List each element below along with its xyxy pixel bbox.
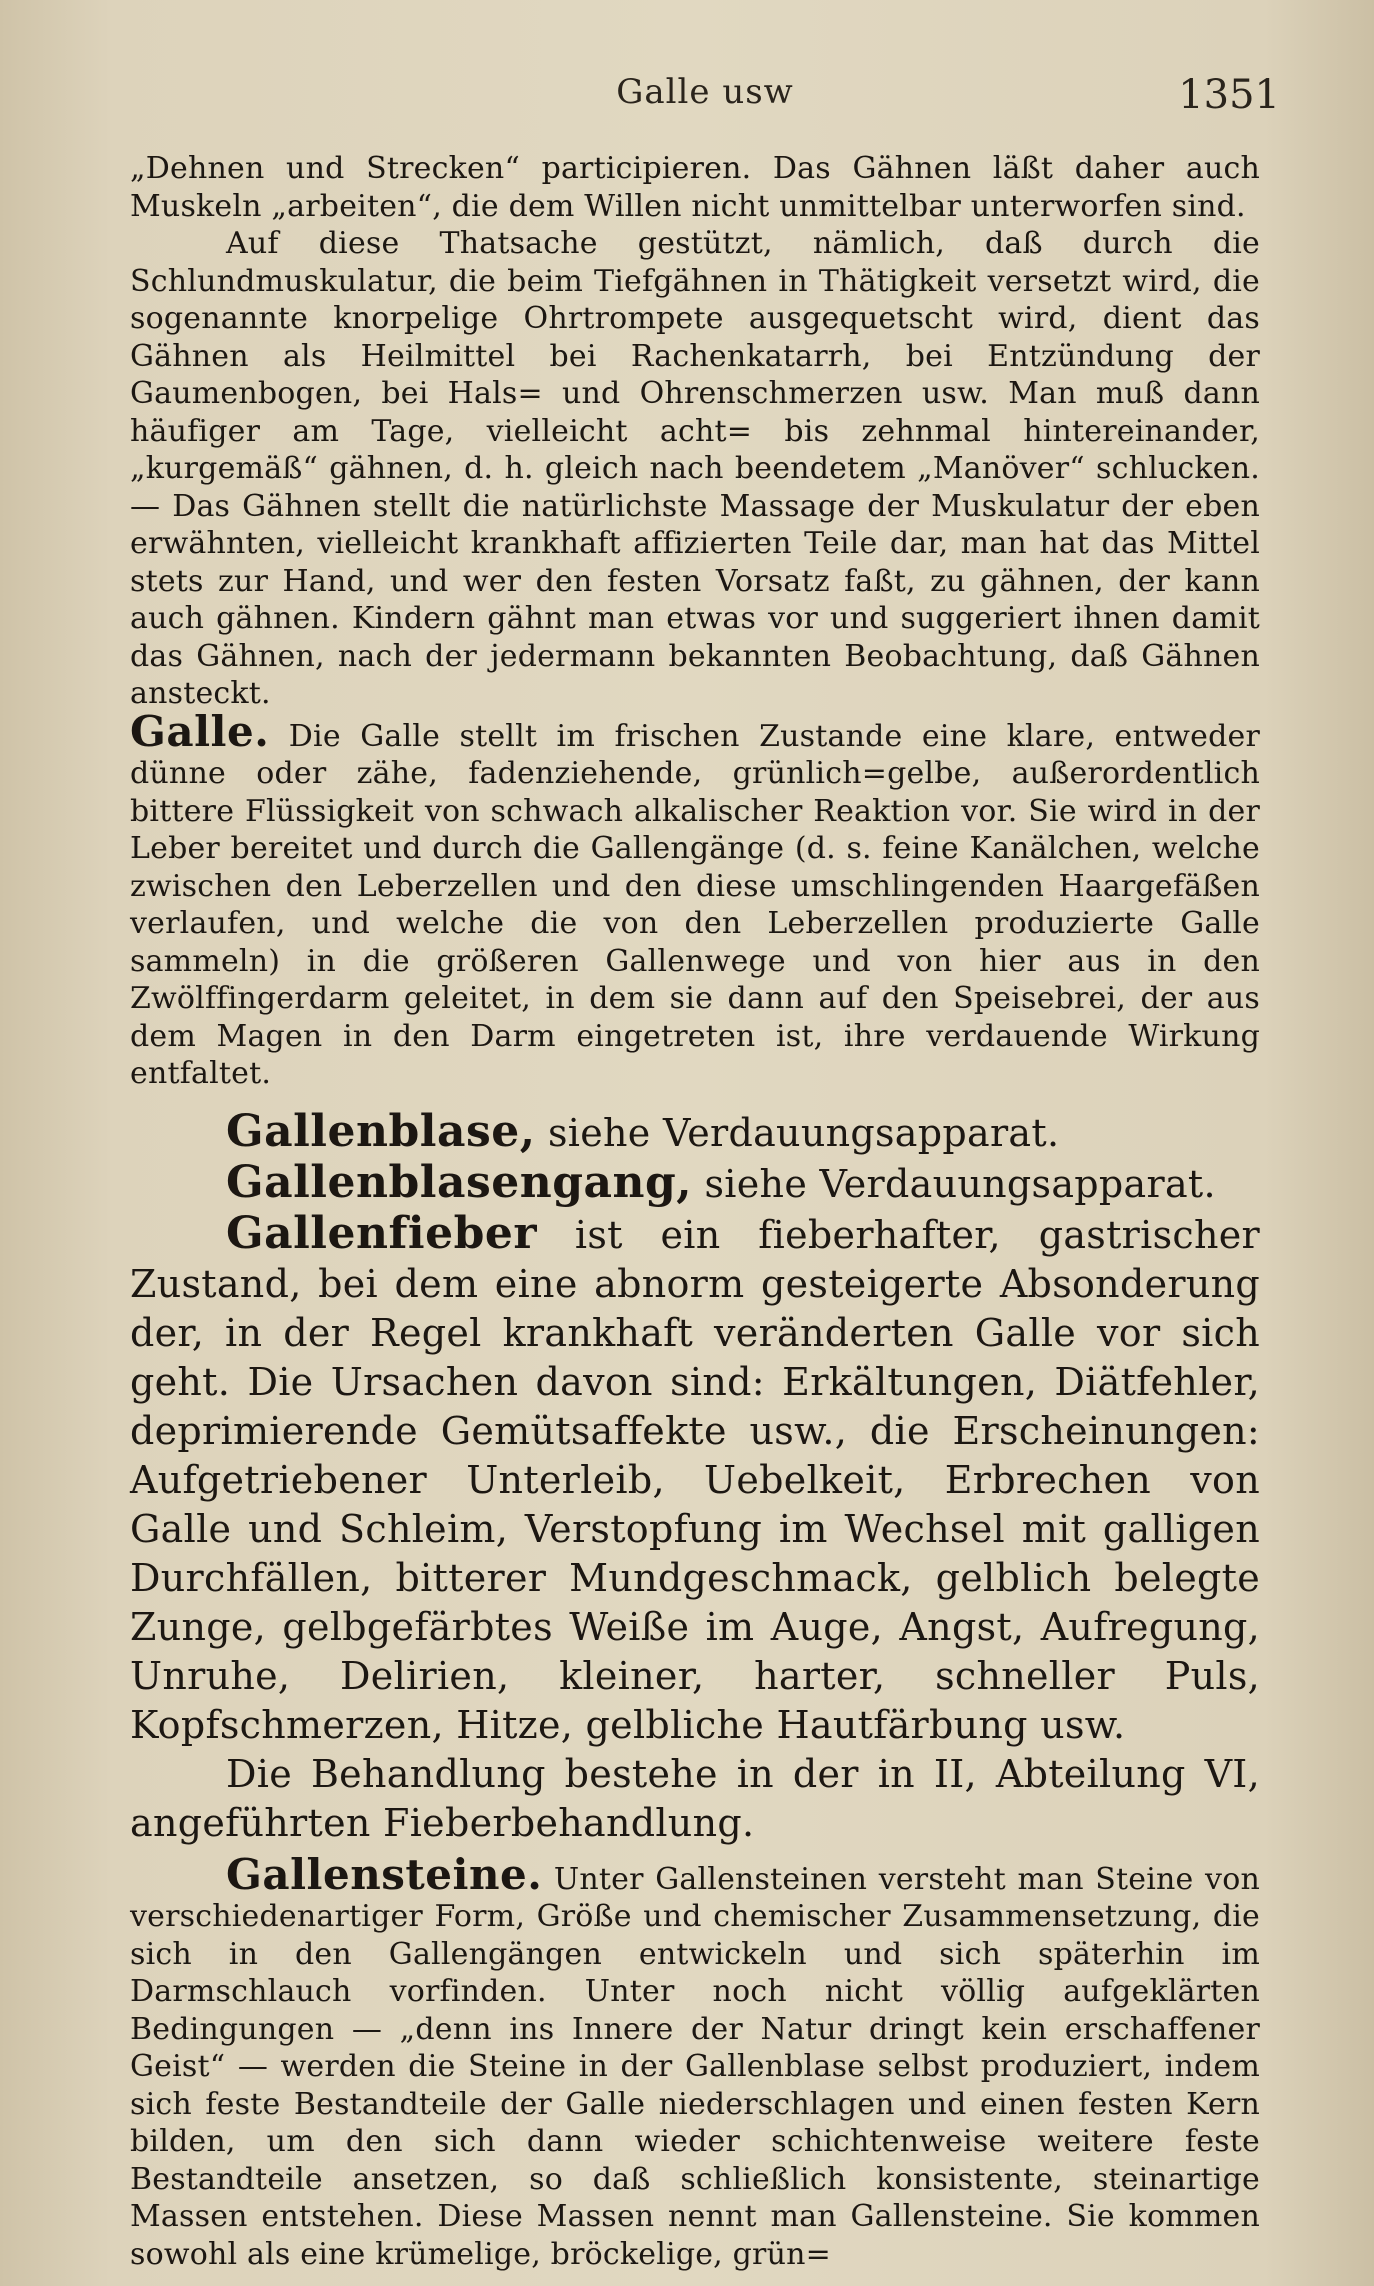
entry-gallensteine bbox=[130, 1849, 1260, 2274]
page-number: 1351 bbox=[1178, 72, 1280, 118]
headword-gallenblasengang: Gallenblasengang, bbox=[226, 1156, 693, 1208]
entry-gallenfieber bbox=[130, 1209, 1260, 1750]
paragraph-yawning-remedy: Auf diese Thatsache gestützt, nämlich, daß durch die Schlundmuskulatur, die beim Tiefgähnen in Thätigkeit versetzt wird, die sogenannte knorpelige Ohrtrompete ausgequetscht wird, dient das Gähnen als Heilmittel bei Rachenkatarrh, bei Entzündung der Gaumenbogen, bei Hals= und Ohrenschmerzen usw. Man muß dann häufiger am Tage, vielleicht acht= bis zehnmal hintereinander, „kurgemäß“ gähnen, d. h. gleich nach beendetem „Manöver“ schlucken. — Das Gähnen stellt die natürlichste Massage der Muskulatur der eben erwähnten, vielleicht krankhaft affizierten Teile dar, man hat das Mittel stets zur Hand, und wer den festen Vorsatz faßt, zu gähnen, der kann auch gähnen. Kindern gähnt man etwas vor und suggeriert ihnen damit das Gähnen, nach der jedermann bekannten Beobachtung, daß Gähnen ansteckt. bbox=[130, 226, 1260, 711]
paragraph-behandlung: Die Behandlung bestehe in der in II, Abteilung VI, angeführten Fieberbehandlung. bbox=[130, 1751, 1260, 1845]
headword-gallenfieber: Gallenfieber bbox=[226, 1207, 538, 1259]
entry-galle-text: Die Galle stellt im frischen Zustande eine klare, entweder dünne oder zähe, fadenziehende, grünlich=gelbe, außerordentlich bittere Flüssigkeit von schwach alkalischer Reaktion vor. Sie wird in der Leber bereitet und durch die Gallengänge (d. s. feine Kanälchen, welche zwischen den Leberzellen und den diese umschlingenden Haargefäßen verlaufen, und welche die von den Leberzellen produzierte Galle sammeln) in die größeren Gallenwege und von hier aus in den Zwölffingerdarm geleitet, in dem sie dann auf den Speisebrei, der aus dem Magen in den Darm eingetreten ist, ihre verdauende Wirkung entfaltet. bbox=[130, 718, 1260, 1091]
paragraph-intro: „Dehnen und Strecken“ participieren. Das Gähnen läßt daher auch Muskeln „arbeiten“, die dem Willen nicht unmittelbar unterworfen sind. bbox=[130, 151, 1260, 224]
running-head: Galle usw bbox=[616, 72, 794, 112]
entry-galle bbox=[130, 706, 1260, 1093]
entry-gallensteine-text: Unter Gallensteinen versteht man Steine von verschiedenartiger Form, Größe und chemischer Zusammensetzung, die sich in den Gallengängen entwickeln und sich späterhin im Darmschlauch vorfinden. Unter noch nicht völlig aufgeklärten Bedingungen — „denn ins Innere der Natur dringt kein erschaffener Geist“ — werden die Steine in der Gallenblase selbst produziert, indem sich feste Bestandteile der Galle niederschlagen und einen festen Kern bilden, um den sich dann wieder schichtenweise weitere feste Bestandteile ansetzen, so daß schließlich konsistente, steinartige Massen entstehen. Diese Massen nennt man Gallensteine. Sie kommen sowohl als eine krümelige, bröckelige, grün= bbox=[130, 1861, 1260, 2272]
headword-gallenblase: Gallenblase, bbox=[226, 1105, 536, 1157]
entry-gallenblasengang-text: siehe Verdauungsapparat. bbox=[704, 1161, 1216, 1206]
entry-gallenblasengang bbox=[130, 1158, 1260, 1209]
entry-gallenblase bbox=[130, 1107, 1260, 1158]
page-body bbox=[130, 150, 1260, 2273]
entry-gallenblase-text: siehe Verdauungsapparat. bbox=[547, 1110, 1060, 1155]
headword-galle: Galle. bbox=[130, 706, 270, 756]
page-header bbox=[130, 72, 1280, 132]
headword-gallensteine: Gallensteine. bbox=[226, 1849, 543, 1899]
entry-gallenfieber-text: ist ein fieberhafter, gastrischer Zustand, bei dem eine abnorm gesteigerte Absonderung der, in der Regel krankhaft veränderten Galle vor sich geht. Die Ursachen davon sind: Erkältungen, Diätfehler, deprimierende Gemütsaffekte usw., die Erscheinungen: Aufgetriebener Unterleib, Uebelkeit, Erbrechen von Galle und Schleim, Verstopfung im Wechsel mit galligen Durchfällen, bitterer Mundgeschmack, gelblich belegte Zunge, gelbgefärbtes Weiße im Auge, Angst, Aufregung, Unruhe, Delirien, kleiner, harter, schneller Puls, Kopfschmerzen, Hitze, gelbliche Hautfärbung usw. bbox=[130, 1212, 1260, 1747]
